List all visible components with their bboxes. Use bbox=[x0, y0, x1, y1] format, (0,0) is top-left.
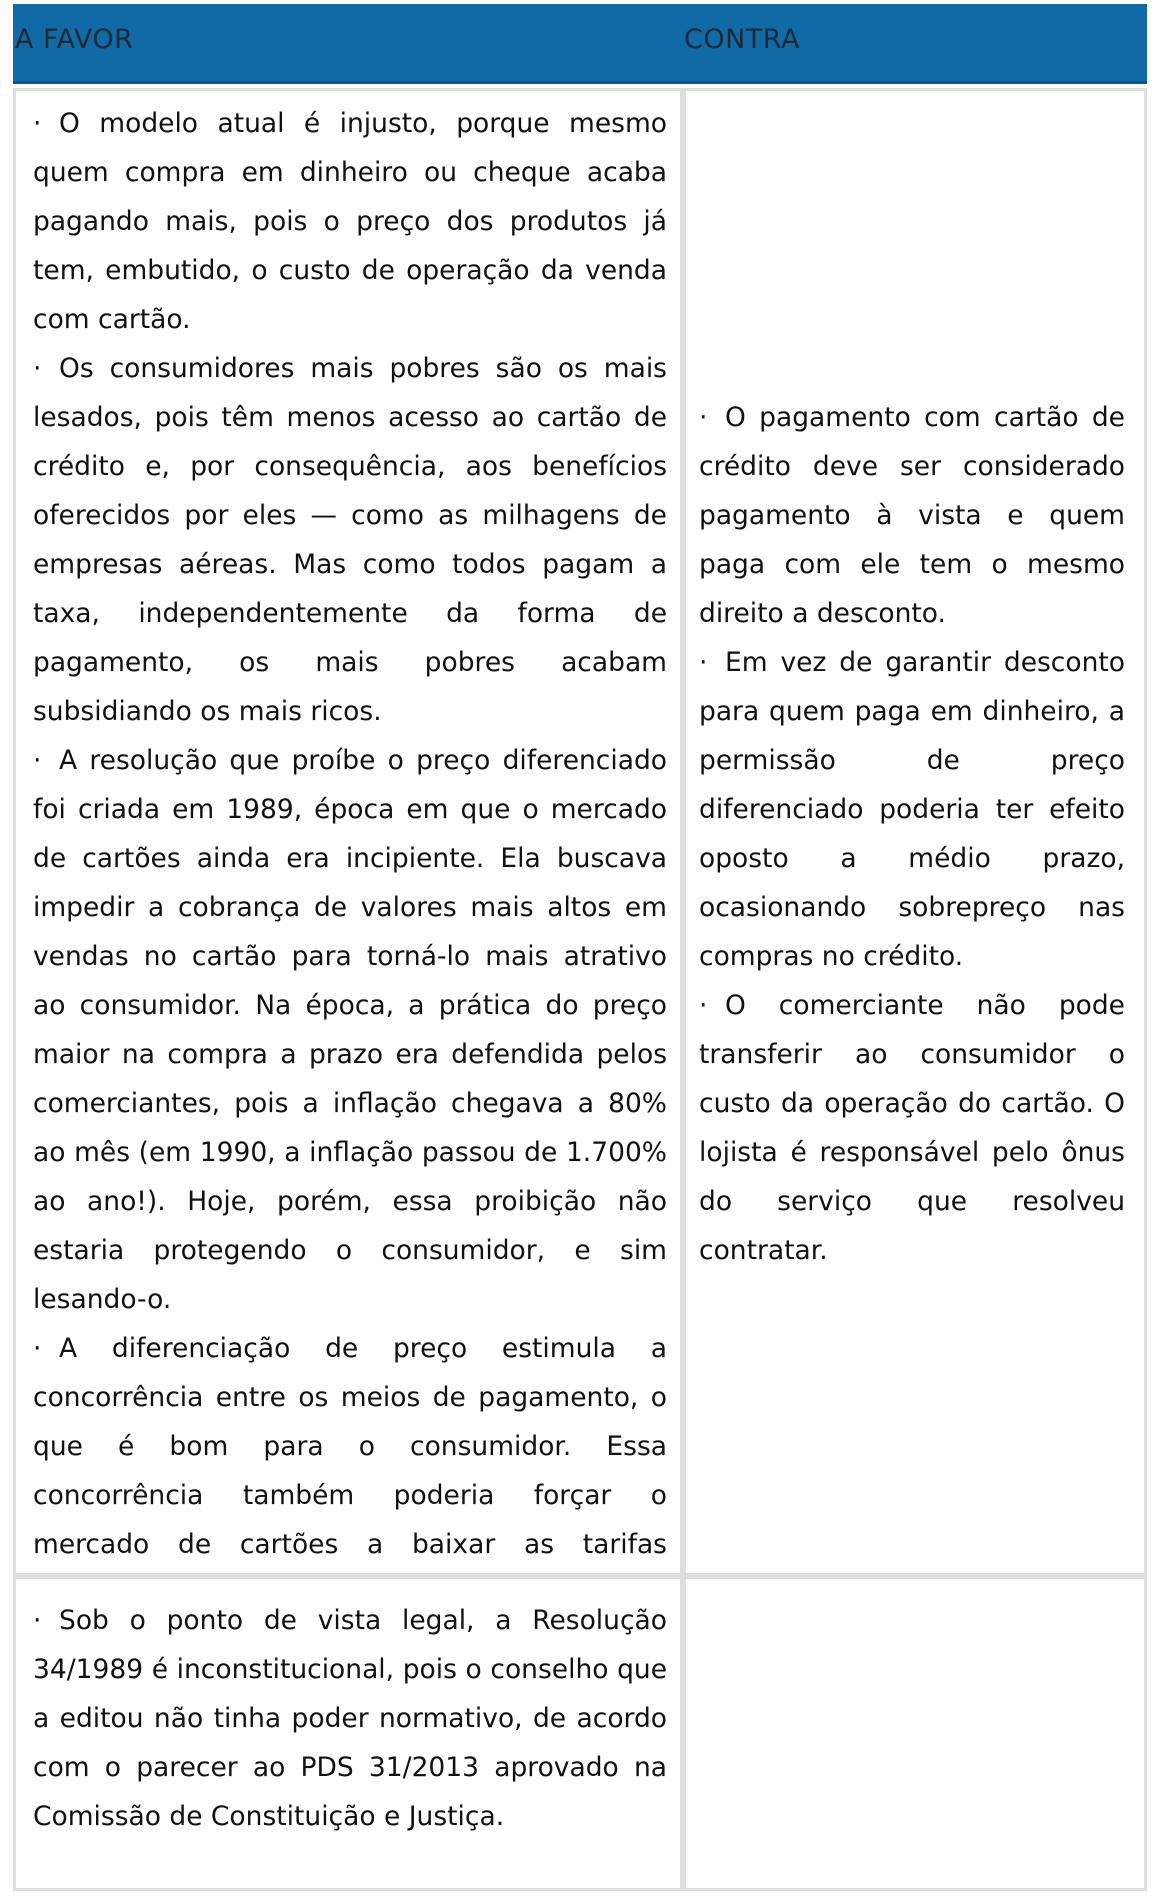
favor-point-text: Os consumidores mais pobres são os mais lesados, pois têm menos acesso ao cartão de crédito e, por consequência, aos benefícios oferecidos por eles — como as milhagens de empresas aéreas. Mas como todos pagam a taxa, independentemente da forma de pagamento, os mais pobres acabam subsidiando os mais ricos. bbox=[33, 353, 667, 727]
row1-contra-text bbox=[699, 393, 1125, 1275]
header-contra: CONTRA bbox=[684, 24, 800, 55]
row2-contra-cell bbox=[683, 1576, 1147, 1891]
bullet-icon: · bbox=[33, 1605, 42, 1636]
contra-point-text: O comerciante não pode transferir ao consumidor o custo da operação do cartão. O lojista é responsável pelo ônus do serviço que resolveu contratar. bbox=[699, 990, 1125, 1266]
bullet-icon: · bbox=[33, 353, 42, 384]
bullet-icon: · bbox=[33, 108, 42, 139]
bullet-icon: · bbox=[699, 402, 708, 433]
contra-point bbox=[699, 981, 1125, 1275]
contra-point bbox=[699, 393, 1125, 638]
favor-point-text: O modelo atual é injusto, porque mesmo quem compra em dinheiro ou cheque acaba pagando mais, pois o preço dos produtos já tem, embutido, o custo de operação da venda com cartão. bbox=[33, 108, 667, 335]
bullet-icon: · bbox=[699, 647, 708, 678]
row2-favor-text bbox=[33, 1596, 667, 1841]
comparison-table bbox=[13, 4, 1147, 1891]
header-favor: A FAVOR bbox=[15, 24, 134, 55]
favor-point bbox=[33, 1324, 667, 1618]
contra-point bbox=[699, 638, 1125, 981]
bullet-icon: · bbox=[699, 990, 708, 1021]
bullet-icon: · bbox=[33, 1333, 42, 1364]
bullet-icon: · bbox=[33, 745, 42, 776]
favor-point bbox=[33, 1596, 667, 1841]
favor-point bbox=[33, 736, 667, 1324]
row1-contra-cell bbox=[683, 88, 1147, 1576]
table-header bbox=[13, 4, 1147, 84]
row1-favor-cell bbox=[13, 88, 683, 1576]
row2-favor-cell bbox=[13, 1576, 683, 1891]
contra-point-text: O pagamento com cartão de crédito deve ser considerado pagamento à vista e quem paga com ele tem o mesmo direito a desconto. bbox=[699, 402, 1125, 629]
row1-favor-text bbox=[33, 99, 667, 1618]
favor-point bbox=[33, 99, 667, 344]
favor-point-text: A resolução que proíbe o preço diferenciado foi criada em 1989, época em que o mercado de cartões ainda era incipiente. Ela buscava impedir a cobrança de valores mais altos em vendas no cartão para torná-lo mais atrativo ao consumidor. Na época, a prática do preço maior na compra a prazo era defendida pelos comerciantes, pois a inflação chegava a 80% ao mês (em 1990, a inflação passou de 1.700% ao ano!). Hoje, porém, essa proibição não estaria protegendo o consumidor, e sim lesando-o. bbox=[33, 745, 667, 1315]
favor-point-text: Sob o ponto de vista legal, a Resolução 34/1989 é inconstitucional, pois o conselho que a editou não tinha poder normativo, de acordo com o parecer ao PDS 31/2013 aprovado na Comissão de Constituição e Justiça. bbox=[33, 1605, 667, 1832]
contra-point-text: Em vez de garantir desconto para quem paga em dinheiro, a permissão de preço diferenciado poderia ter efeito oposto a médio prazo, ocasionando sobrepreço nas compras no crédito. bbox=[699, 647, 1125, 972]
favor-point bbox=[33, 344, 667, 736]
favor-point-text: A diferenciação de preço estimula a concorrência entre os meios de pagamento, o que é bom para o consumidor. Essa concorrência também poderia forçar o mercado de cartões a baixar as tarifas bbox=[33, 1333, 667, 1560]
